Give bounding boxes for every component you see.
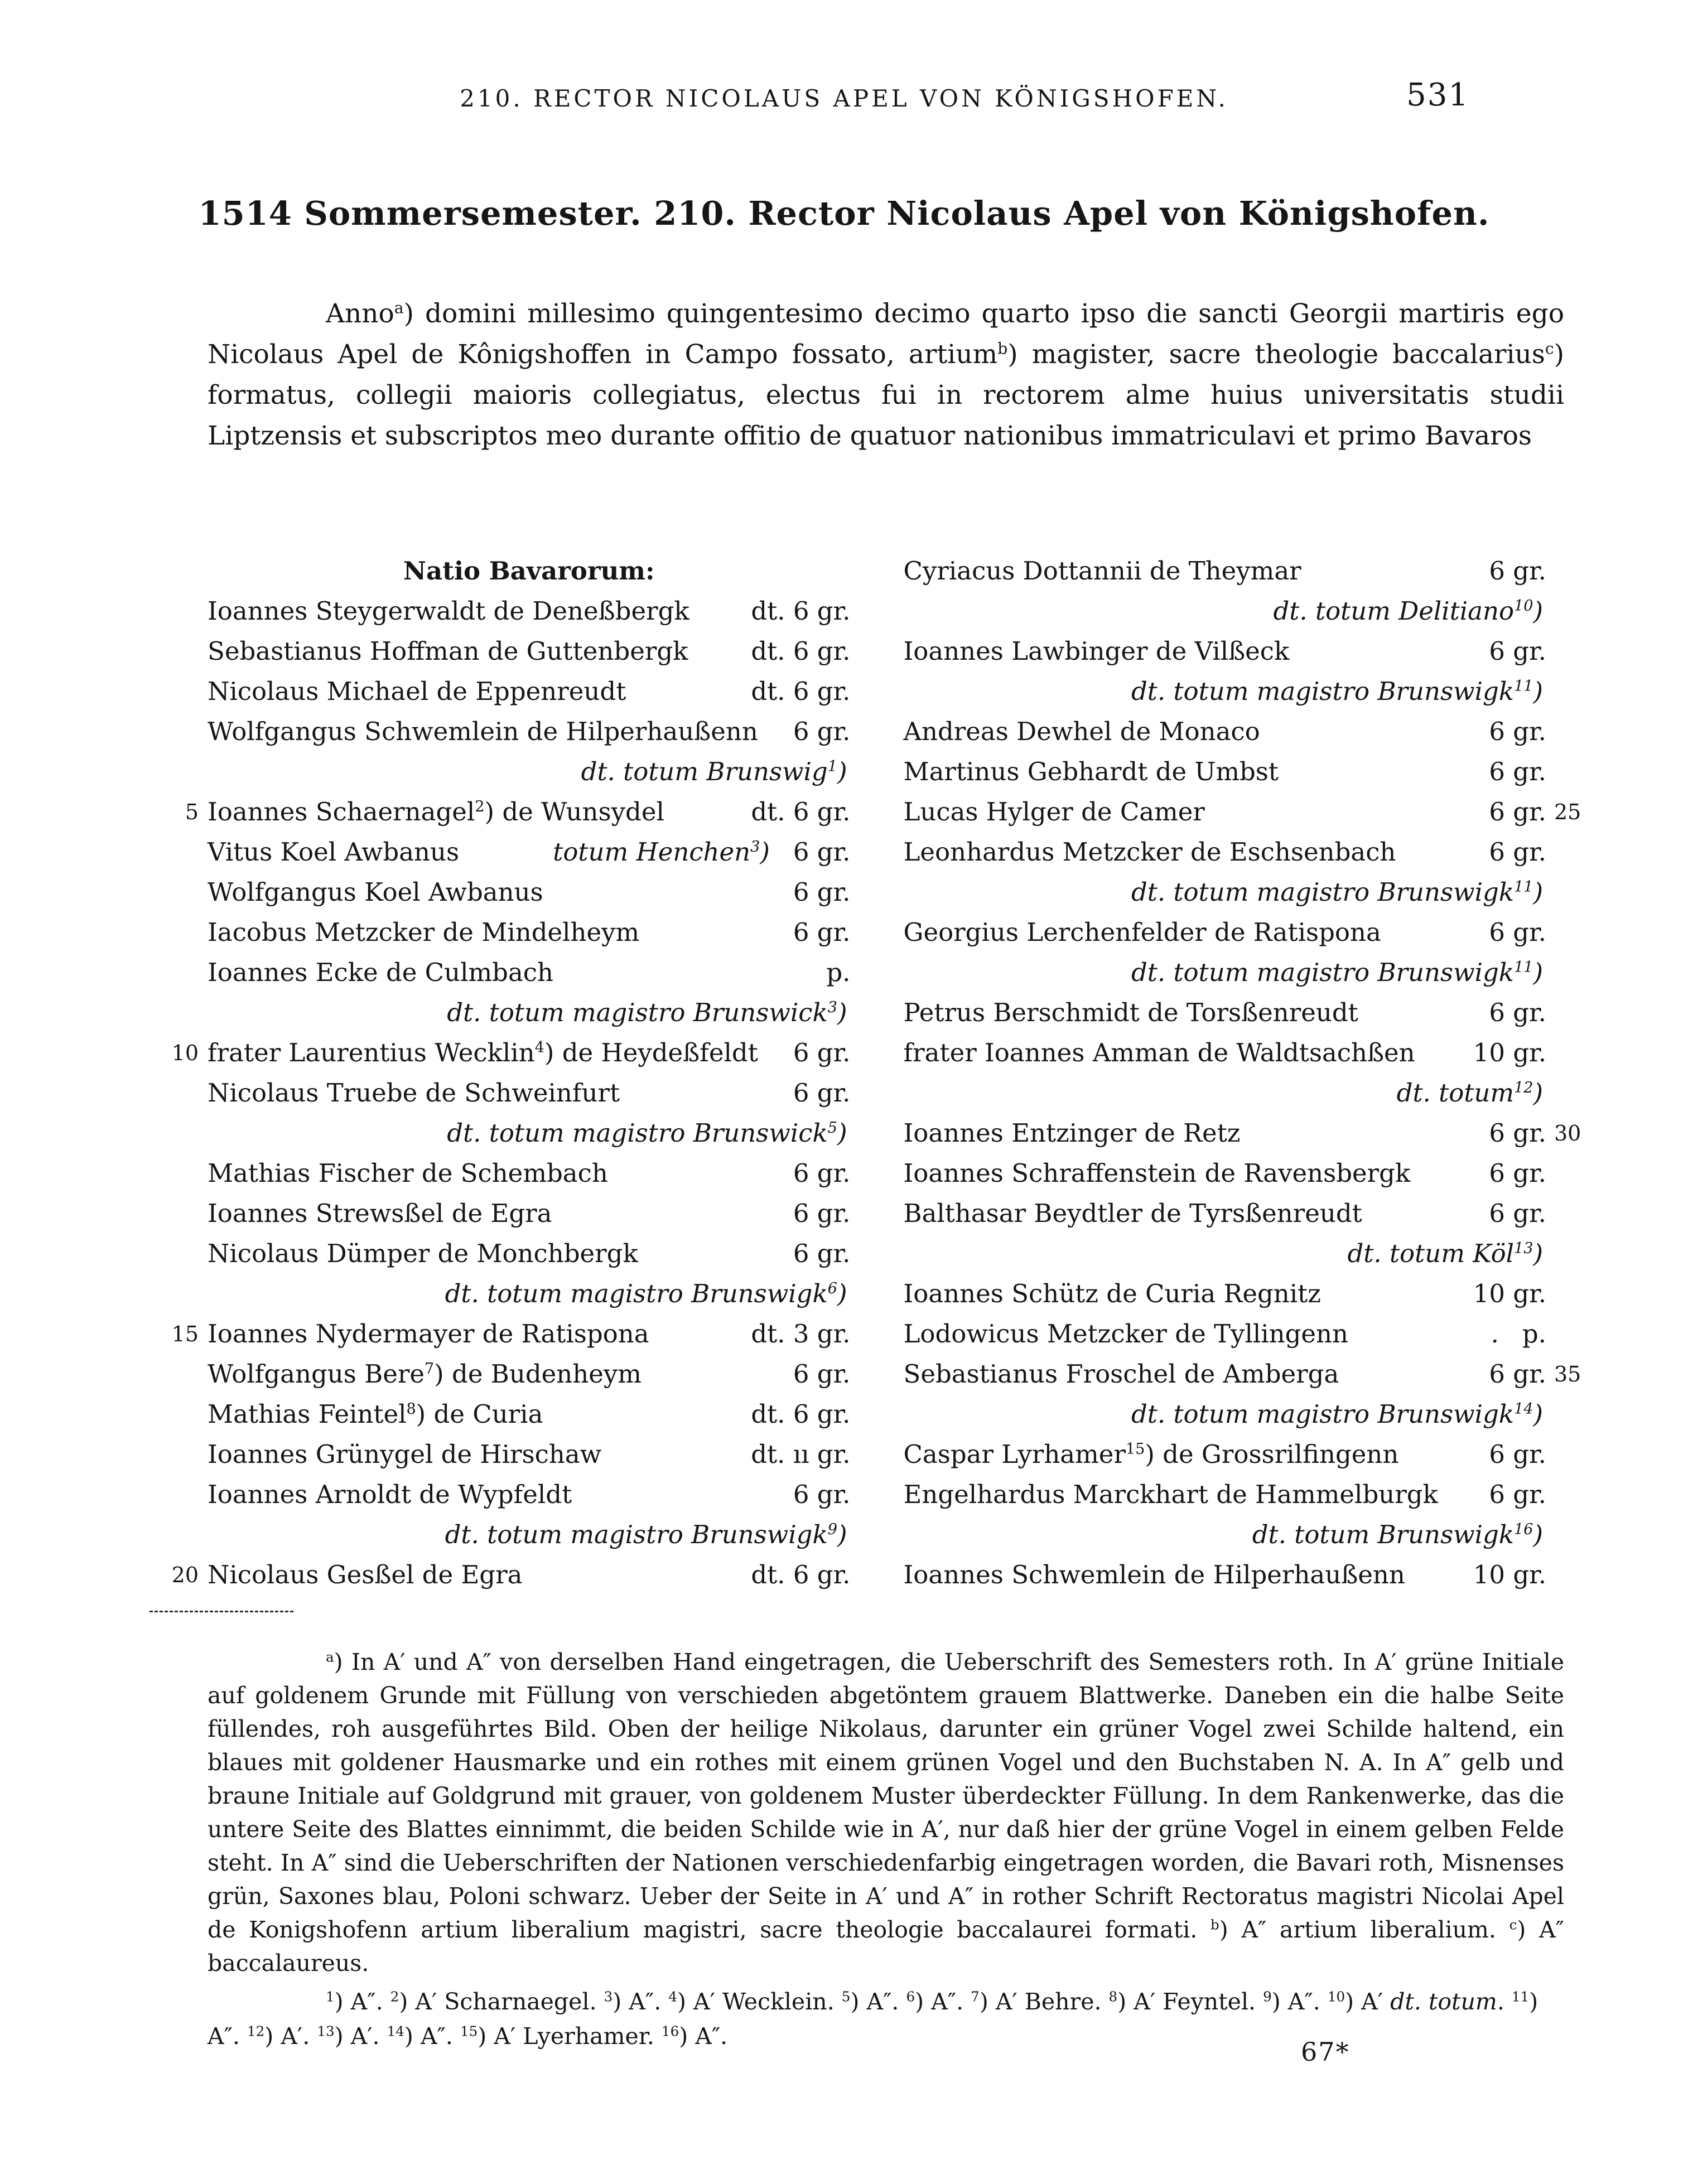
payment-note-row	[904, 872, 1547, 912]
payment-note-row	[904, 1394, 1547, 1434]
amount: 6 gr.	[793, 1158, 851, 1188]
payment-note: dt. totum magistro Brunswick$^5$)	[447, 1118, 847, 1148]
student-name: Georgius Lerchenfelder de Ratispona	[903, 917, 1381, 947]
amount: 6 gr.	[1489, 1480, 1546, 1509]
student-row	[904, 752, 1547, 792]
amount: p.	[1522, 1319, 1546, 1349]
register-left-column	[171, 551, 851, 1595]
student-name: frater Laurentius Wecklin$^4$) de Heydeßfeldt	[208, 1038, 758, 1067]
payment-note: dt. totum magistro Brunswigk$^{14}$)	[1131, 1399, 1543, 1429]
student-name: Mathias Feintel$^8$) de Curia	[208, 1399, 543, 1429]
register-right-column	[903, 551, 1581, 1595]
amount: 6 gr.	[793, 837, 851, 867]
amount: 6 gr.	[1489, 1359, 1546, 1389]
student-row	[171, 1033, 851, 1073]
amount: p.	[826, 958, 851, 987]
payment-note: dt. totum magistro Brunswigk$^{11}$)	[1131, 677, 1543, 706]
payment-note-row	[904, 1515, 1547, 1555]
payment-note-row	[208, 993, 851, 1033]
amount: 6 gr.	[1489, 556, 1546, 586]
student-row	[904, 551, 1547, 591]
payment-note-row	[904, 953, 1547, 993]
amount: 6 gr.	[793, 917, 851, 947]
amount: 6 gr.	[793, 1480, 851, 1509]
student-row	[208, 1153, 851, 1194]
amount: 6 gr.	[793, 1078, 851, 1108]
payment-note: dt. totum magistro Brunswigk$^9$)	[445, 1520, 847, 1549]
amount: 10 gr.	[1473, 1038, 1546, 1067]
payment-note-inline: .	[1491, 1319, 1499, 1349]
student-row	[208, 1434, 851, 1475]
amount: 6 gr.	[1489, 797, 1546, 827]
student-row	[903, 1354, 1581, 1394]
amount: dt. 6 gr.	[751, 596, 851, 626]
student-row	[208, 1475, 851, 1515]
margin-line-number: 30	[1554, 1121, 1581, 1146]
amount: 10 gr.	[1473, 1560, 1546, 1589]
student-name: Ioannes Steygerwaldt de Deneßbergk	[208, 596, 689, 626]
student-name: Sebastianus Hoffman de Guttenbergk	[208, 636, 688, 666]
line-number: 5	[185, 800, 199, 824]
payment-note-row	[208, 1113, 851, 1153]
section-title: 1514 Sommersemester. 210. Rector Nicolaus Apel von Königshofen.	[198, 194, 1490, 233]
student-row	[208, 1354, 851, 1394]
intro-paragraph: Anno$^a$) domini millesimo quingentesimo decimo quarto ipso die sancti Georgii martiris ego Nicolaus Apel de Kônigshoffen in Campo fossato, artium$^b$) magister, sacre theologie baccalarius$^c$) formatus, collegii maioris collegiatus, electus fui in rectorem alme huius universitatis studii Liptzensis et subscriptos meo durante offitio de quatuor nationibus immatriculavi et primo Bavaros	[208, 298, 1565, 451]
student-name: Wolfgangus Schwemlein de Hilperhaußenn	[208, 717, 758, 746]
amount: 6 gr.	[1489, 636, 1546, 666]
student-name: Cyriacus Dottannii de Theymar	[903, 556, 1301, 586]
student-row	[904, 1033, 1547, 1073]
amount: dt. 6 gr.	[751, 1560, 851, 1589]
student-name: Ioannes Schwemlein de Hilperhaußenn	[903, 1560, 1405, 1589]
natio-heading-text: Natio Bavarorum:	[403, 556, 655, 586]
student-row	[208, 872, 851, 912]
amount: 6 gr.	[1489, 1118, 1546, 1148]
student-name: Andreas Dewhel de Monaco	[903, 717, 1260, 746]
student-row	[904, 993, 1547, 1033]
student-row	[903, 792, 1581, 832]
payment-note-row	[208, 752, 851, 792]
payment-note: dt. totum Köl$^{13}$)	[1347, 1239, 1543, 1268]
student-name: Nicolaus Dümper de Monchbergk	[208, 1239, 638, 1268]
student-name: Ioannes Nydermayer de Ratispona	[208, 1319, 649, 1349]
student-name: Martinus Gebhardt de Umbst	[903, 757, 1279, 786]
amount: dt. ıı gr.	[751, 1439, 851, 1469]
natio-heading	[208, 551, 851, 591]
line-number: 20	[171, 1563, 199, 1587]
payment-note: dt. totum magistro Brunswigk$^6$)	[445, 1279, 847, 1308]
student-name: Caspar Lyrhamer$^{15}$) de Grossrilfingenn	[903, 1439, 1399, 1469]
student-name: frater Ioannes Amman de Waldtsachßen	[903, 1038, 1415, 1067]
student-name: Petrus Berschmidt de Torsßenreudt	[903, 998, 1358, 1027]
amount: 6 gr.	[793, 1199, 851, 1228]
matriculation-register	[171, 551, 1581, 1595]
amount: 6 gr.	[1489, 917, 1546, 947]
student-name: Ioannes Schütz de Curia Regnitz	[903, 1279, 1321, 1308]
amount: dt. 6 gr.	[751, 1399, 851, 1429]
student-row	[208, 1394, 851, 1434]
student-name: Sebastianus Froschel de Amberga	[903, 1359, 1339, 1389]
amount: dt. 6 gr.	[751, 797, 851, 827]
student-row	[904, 1153, 1547, 1194]
student-name: Nicolaus Truebe de Schweinfurt	[208, 1078, 620, 1108]
student-row	[208, 591, 851, 631]
student-name: Nicolaus Michael de Eppenreudt	[208, 677, 626, 706]
footnotes-numbered: $^1$) A″. $^2$) A′ Scharnaegel. $^3$) A″. $^4$) A′ Wecklein. $^5$) A″. $^6$) A″. $^7$) A′ Behre. $^8$) A′ Feyntel. $^9$) A″. $^{10}$) A′ dt. totum. $^{11}$) A″. $^{12}$) A′. $^{13}$) A′. $^{14}$) A″. $^{15}$) A′ Lyerhamer. $^{16}$) A″.	[208, 1988, 1539, 2050]
student-row	[904, 712, 1547, 752]
student-name: Ioannes Strewsßel de Egra	[208, 1199, 552, 1228]
page-number: 531	[1406, 77, 1469, 113]
footnote-a: $^a$) In A′ und A″ von derselben Hand eingetragen, die Ueberschrift des Semesters roth. In A′ grüne Initiale auf goldenem Grunde mit Füllung von verschieden abgetöntem grauem Blattwerke. Daneben ein die halbe Seite füllendes, roh ausgeführtes Bild. Oben der heilige Nikolaus, darunter ein grüner Vogel zwei Schilde haltend, ein blaues mit goldener Hausmarke und ein rothes mit einem grünen Vogel und den Buchstaben N. A. In A″ gelb und braune Initiale auf Goldgrund mit grauer, von goldenem Muster überdeckter Füllung. In dem Rankenwerke, das die untere Seite des Blattes einnimmt, die beiden Schilde wie in A′, nur daß hier der grüne Vogel in einem gelben Felde steht. In A″ sind die Ueberschriften der Nationen verschiedenfarbig eingetragen worden, die Bavari roth, Misnenses grün, Saxones blau, Poloni schwarz. Ueber der Seite in A′ und A″ in rother Schrift Rectoratus magistri Nicolai Apel de Konigshofenn artium liberalium magistri, sacre theologie baccalaurei formati. $^b$) A″ artium liberalium. $^c$) A″ baccalaureus.	[208, 1649, 1564, 1977]
amount: 6 gr.	[793, 877, 851, 907]
student-row	[185, 792, 851, 832]
student-name: Leonhardus Metzcker de Eschsenbach	[903, 837, 1396, 867]
student-name: Lucas Hylger de Camer	[903, 797, 1205, 827]
amount: dt. 6 gr.	[751, 636, 851, 666]
student-name: Vitus Koel Awbanus	[208, 837, 460, 867]
running-head: 210. RECTOR NICOLAUS APEL VON KÖNIGSHOFEN.	[460, 85, 1228, 112]
student-row	[903, 1113, 1581, 1153]
amount: 6 gr.	[793, 1359, 851, 1389]
line-number: 10	[171, 1041, 199, 1065]
amount: 6 gr.	[1489, 1199, 1546, 1228]
payment-note-row	[904, 591, 1547, 631]
student-row	[904, 1274, 1547, 1314]
payment-note: dt. totum magistro Brunswigk$^{11}$)	[1131, 958, 1543, 987]
student-row	[208, 953, 851, 993]
student-row	[208, 1234, 851, 1274]
student-row	[904, 1475, 1547, 1515]
student-row	[208, 631, 851, 671]
payment-note-row	[904, 1073, 1547, 1113]
amount: dt. 3 gr.	[751, 1319, 851, 1349]
student-row	[208, 912, 851, 953]
payment-note: dt. totum Brunswigk$^{16}$)	[1252, 1520, 1543, 1549]
amount: 6 gr.	[1489, 837, 1546, 867]
student-row	[208, 1073, 851, 1113]
payment-note: dt. totum$^{12}$)	[1396, 1078, 1543, 1108]
payment-note: dt. totum Delitiano$^{10}$)	[1273, 596, 1543, 626]
student-name: Balthasar Beydtler de Tyrsßenreudt	[903, 1199, 1362, 1228]
student-name: Iacobus Metzcker de Mindelheym	[208, 917, 640, 947]
student-row	[208, 832, 851, 872]
student-name: Mathias Fischer de Schembach	[208, 1158, 608, 1188]
student-row	[904, 631, 1547, 671]
payment-note-row	[208, 1274, 851, 1314]
student-row	[171, 1555, 851, 1595]
student-name: Lodowicus Metzcker de Tyllingenn	[903, 1319, 1349, 1349]
payment-note: dt. totum magistro Brunswigk$^{11}$)	[1131, 877, 1543, 907]
amount: 6 gr.	[793, 1038, 851, 1067]
margin-line-number: 25	[1554, 800, 1581, 824]
payment-note: dt. totum magistro Brunswick$^3$)	[447, 998, 847, 1027]
student-name: Engelhardus Marckhart de Hammelburgk	[903, 1480, 1438, 1509]
amount: 6 gr.	[1489, 1439, 1546, 1469]
student-row	[904, 1434, 1547, 1475]
payment-note-row	[904, 671, 1547, 712]
amount: 6 gr.	[1489, 717, 1546, 746]
student-row	[208, 1194, 851, 1234]
payment-note-row	[904, 1234, 1547, 1274]
amount: dt. 6 gr.	[751, 677, 851, 706]
student-name: Ioannes Schaernagel$^2$) de Wunsydel	[208, 797, 664, 827]
student-name: Ioannes Schraffenstein de Ravensbergk	[903, 1158, 1411, 1188]
payment-note: dt. totum Brunswig$^1$)	[581, 757, 847, 786]
student-name: Nicolaus Gesßel de Egra	[208, 1560, 523, 1589]
student-name: Ioannes Arnoldt de Wypfeldt	[208, 1480, 572, 1509]
amount: 6 gr.	[1489, 1158, 1546, 1188]
sheet-signature: 67*	[1301, 2037, 1350, 2067]
margin-line-number: 35	[1554, 1362, 1581, 1386]
student-name: Ioannes Lawbinger de Vilßeck	[903, 636, 1290, 666]
line-number: 15	[171, 1322, 199, 1346]
student-name: Wolfgangus Koel Awbanus	[208, 877, 543, 907]
student-row	[208, 712, 851, 752]
student-name: Ioannes Entzinger de Retz	[903, 1118, 1241, 1148]
student-name: Ioannes Grünygel de Hirschaw	[208, 1439, 602, 1469]
payment-note-inline: totum Henchen$^3$)	[553, 837, 770, 867]
student-name: Wolfgangus Bere$^7$) de Budenheym	[208, 1359, 642, 1389]
student-row	[904, 1314, 1547, 1354]
student-name: Ioannes Ecke de Culmbach	[208, 958, 553, 987]
student-row	[904, 912, 1547, 953]
amount: 6 gr.	[1489, 757, 1546, 786]
student-row	[171, 1314, 851, 1354]
student-row	[904, 1194, 1547, 1234]
amount: 6 gr.	[1489, 998, 1546, 1027]
student-row	[904, 1555, 1547, 1595]
student-row	[904, 832, 1547, 872]
student-row	[208, 671, 851, 712]
footnote-separator	[149, 1611, 293, 1612]
amount: 6 gr.	[793, 717, 851, 746]
amount: 10 gr.	[1473, 1279, 1546, 1308]
payment-note-row	[208, 1515, 851, 1555]
amount: 6 gr.	[793, 1239, 851, 1268]
